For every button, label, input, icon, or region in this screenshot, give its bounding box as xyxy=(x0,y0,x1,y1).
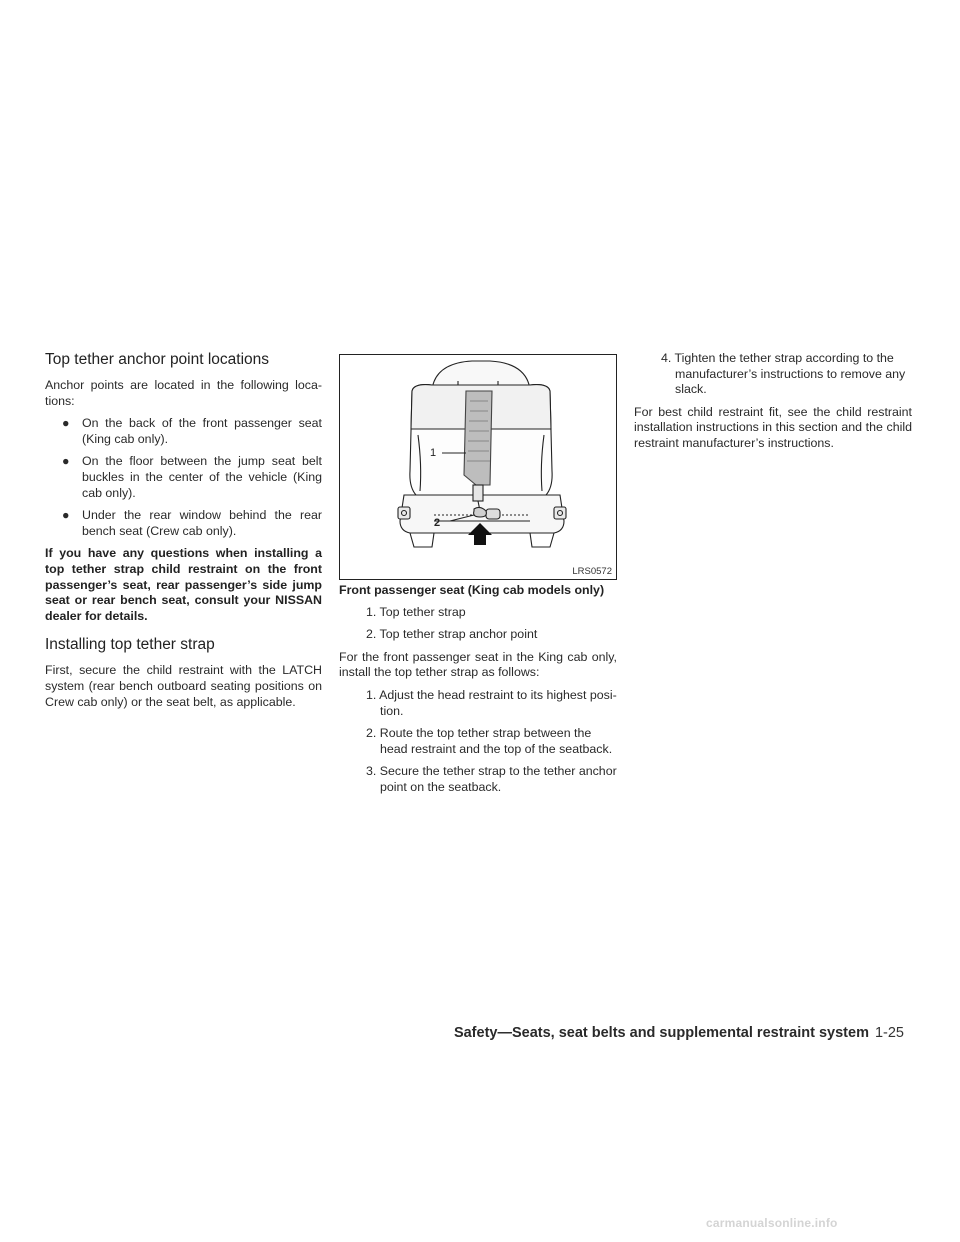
anchor-intro: Anchor points are located in the following loca- tions: xyxy=(45,378,322,408)
seat-illustration-figure xyxy=(339,354,617,580)
installation-steps xyxy=(339,688,617,796)
right-column xyxy=(634,351,912,459)
callout-1: 1 xyxy=(430,447,437,459)
instruction-intro: For the front passenger seat in the King cab only, install the top tether strap as follows: xyxy=(339,649,617,680)
page-number: 1-25 xyxy=(874,1025,904,1041)
bullet-icon: ● xyxy=(62,416,70,431)
install-intro: First, secure the child restraint with the LATCH system (rear bench outboard seating positions on Crew cab only) or the seat belt, as applicable. xyxy=(45,663,322,709)
closing-paragraph: For best child restraint fit, see the child restraint installation instructions in this section and the child restraint manufacturer’s instructions. xyxy=(634,404,912,450)
list-item: 2. Route the top tether strap between the head restraint and the top of the seatback. xyxy=(366,726,613,756)
anchor-location-list xyxy=(45,416,322,539)
callout-2: 2 xyxy=(434,517,441,529)
bullet-icon: ● xyxy=(62,454,70,469)
list-item: 1. Adjust the head restraint to its highest posi- tion. xyxy=(366,687,617,718)
left-column xyxy=(45,351,322,717)
figure-code: LRS0572 xyxy=(572,566,612,577)
middle-column xyxy=(339,351,617,803)
bullet-icon: ● xyxy=(62,508,70,523)
list-item: 2. Top tether strap anchor point xyxy=(366,627,538,642)
list-item: ● On the floor between the jump seat belt buckles in the center of the vehicle (King cab only). xyxy=(62,454,322,500)
list-item: 4. Tighten the tether strap according to the manufacturer’s instructions to remove any slack. xyxy=(661,351,906,397)
watermark: carmanualsonline.info xyxy=(706,1216,838,1230)
list-item: 3. Secure the tether strap to the tether anchor point on the seatback. xyxy=(366,764,617,794)
installation-steps-continued xyxy=(634,351,912,398)
figure-legend xyxy=(339,605,617,643)
figure-caption: Front passenger seat (King cab models only) xyxy=(339,583,605,597)
list-item: ● On the back of the front passenger seat (King cab only). xyxy=(62,416,322,446)
footer-section-title: Safety—Seats, seat belts and supplemental restraint system xyxy=(453,1025,869,1041)
page-footer xyxy=(454,1025,904,1041)
dealer-note: If you have any questions when installing a top tether strap child restraint on the front passenger’s seat, rear passenger’s side jump seat or rear bench seat, consult your NISSAN dealer for details. xyxy=(45,546,322,623)
list-item: ● Under the rear window behind the rear bench seat (Crew cab only). xyxy=(62,508,322,538)
section-heading-anchor-locations: Top tether anchor point locations xyxy=(45,351,270,368)
seat-illustration xyxy=(340,355,616,579)
section-heading-installing: Installing top tether strap xyxy=(45,636,215,654)
list-item: 1. Top tether strap xyxy=(366,604,466,619)
